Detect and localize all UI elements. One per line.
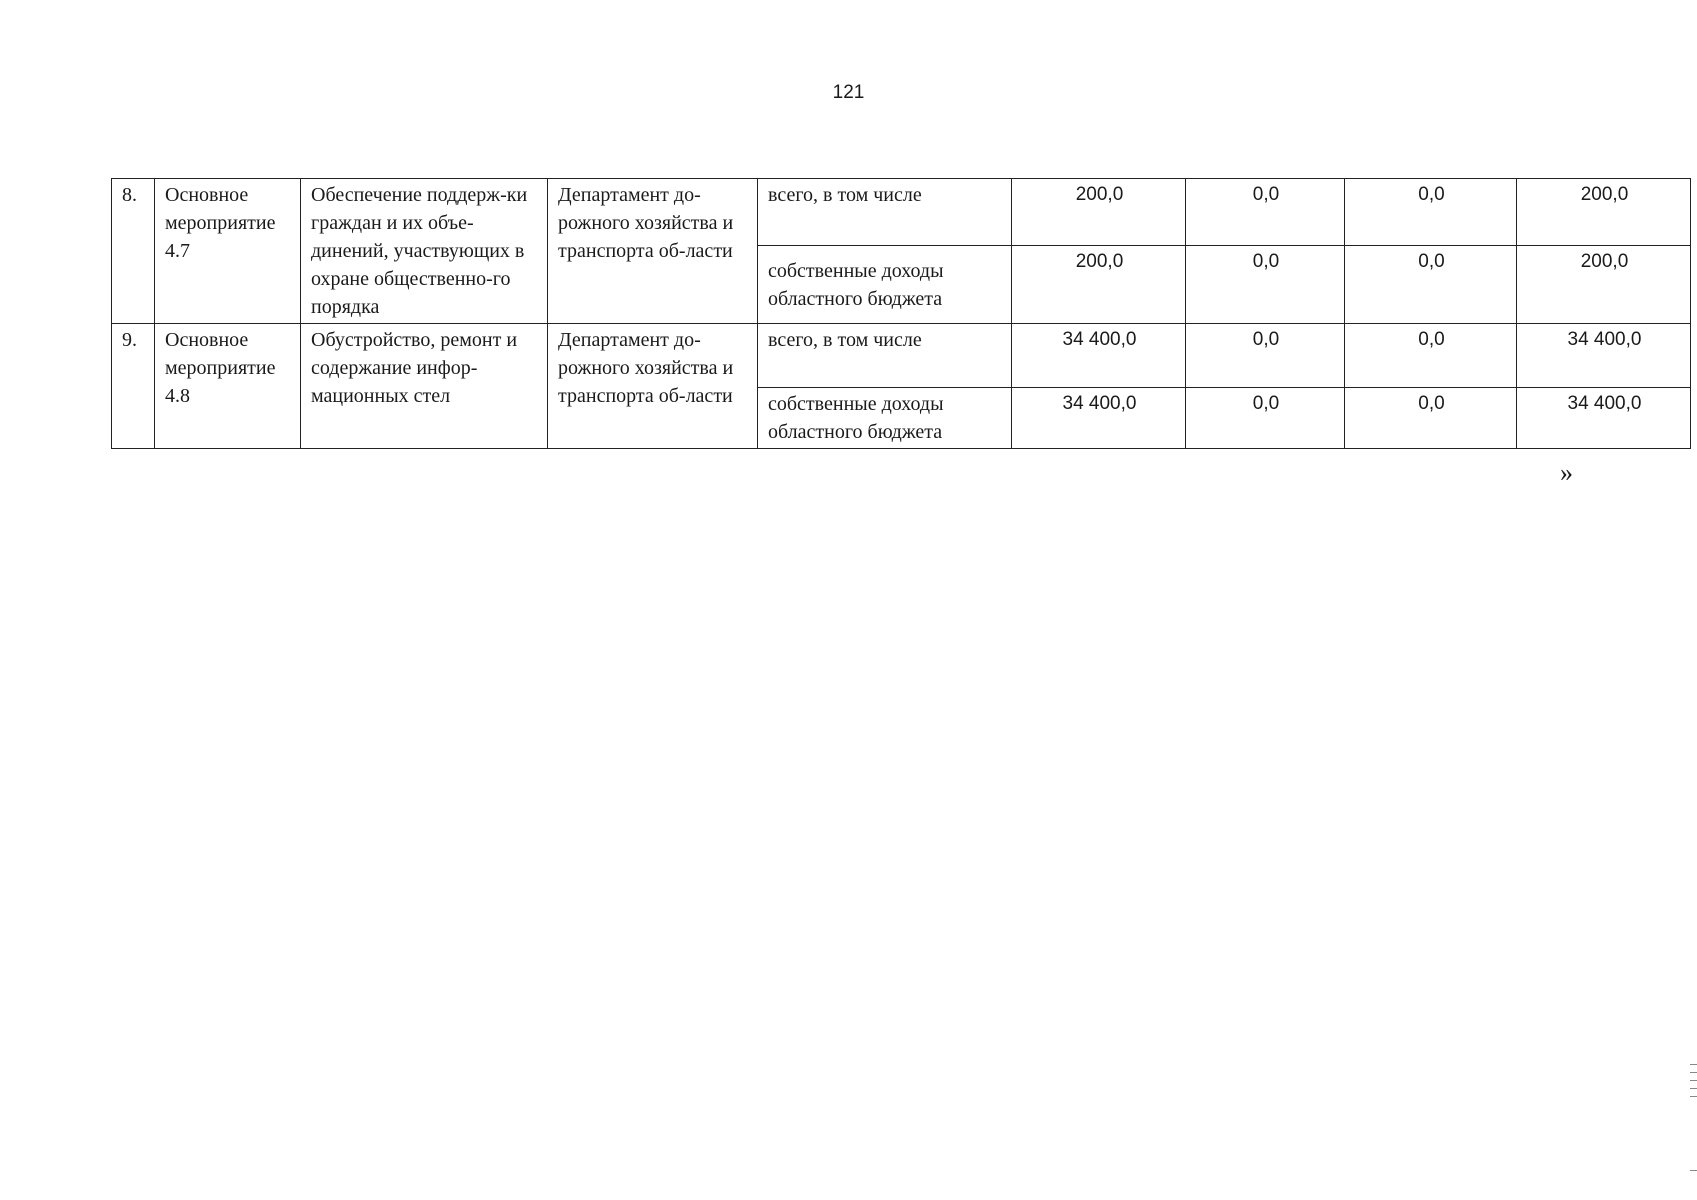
value-cell: 34 400,0	[1012, 388, 1186, 449]
page-number: 121	[832, 82, 865, 103]
activity-name: Обеспечение поддерж-ки граждан и их объе-динений, участвующих в охране общественно-го порядка	[301, 179, 548, 324]
table-row	[112, 179, 1691, 246]
activity-name: Обустройство, ремонт и содержание инфор-мационных стел	[301, 324, 548, 449]
scan-edge-mark	[1690, 1088, 1697, 1089]
row-number: 8.	[112, 179, 155, 324]
value-cell: 0,0	[1345, 324, 1517, 388]
value-cell: 200,0	[1517, 179, 1691, 246]
scan-edge-mark	[1690, 1064, 1697, 1065]
scan-edge-mark	[1690, 1080, 1697, 1081]
budget-table	[111, 178, 1691, 449]
row-number: 9.	[112, 324, 155, 449]
value-cell: 34 400,0	[1517, 388, 1691, 449]
scan-edge-mark	[1690, 1096, 1697, 1097]
closing-quote: »	[1560, 458, 1573, 487]
value-cell: 0,0	[1345, 179, 1517, 246]
scan-edge-mark	[1690, 1072, 1697, 1073]
value-cell: 200,0	[1012, 246, 1186, 324]
value-cell: 200,0	[1012, 179, 1186, 246]
value-cell: 0,0	[1345, 246, 1517, 324]
funding-source: собственные доходы областного бюджета	[758, 246, 1012, 324]
value-cell: 34 400,0	[1517, 324, 1691, 388]
value-cell: 200,0	[1517, 246, 1691, 324]
scan-edge-mark	[1690, 1170, 1697, 1171]
value-cell: 0,0	[1186, 324, 1345, 388]
funding-source: всего, в том числе	[758, 179, 1012, 246]
activity-type: Основное мероприятие 4.7	[155, 179, 301, 324]
funding-source: собственные доходы областного бюджета	[758, 388, 1012, 449]
value-cell: 0,0	[1186, 246, 1345, 324]
executor: Департамент до-рожного хозяйства и транспорта об-ласти	[548, 179, 758, 324]
funding-source: всего, в том числе	[758, 324, 1012, 388]
value-cell: 0,0	[1186, 179, 1345, 246]
executor: Департамент до-рожного хозяйства и транспорта об-ласти	[548, 324, 758, 449]
table-row	[112, 324, 1691, 388]
value-cell: 0,0	[1186, 388, 1345, 449]
value-cell: 0,0	[1345, 388, 1517, 449]
activity-type: Основное мероприятие 4.8	[155, 324, 301, 449]
value-cell: 34 400,0	[1012, 324, 1186, 388]
